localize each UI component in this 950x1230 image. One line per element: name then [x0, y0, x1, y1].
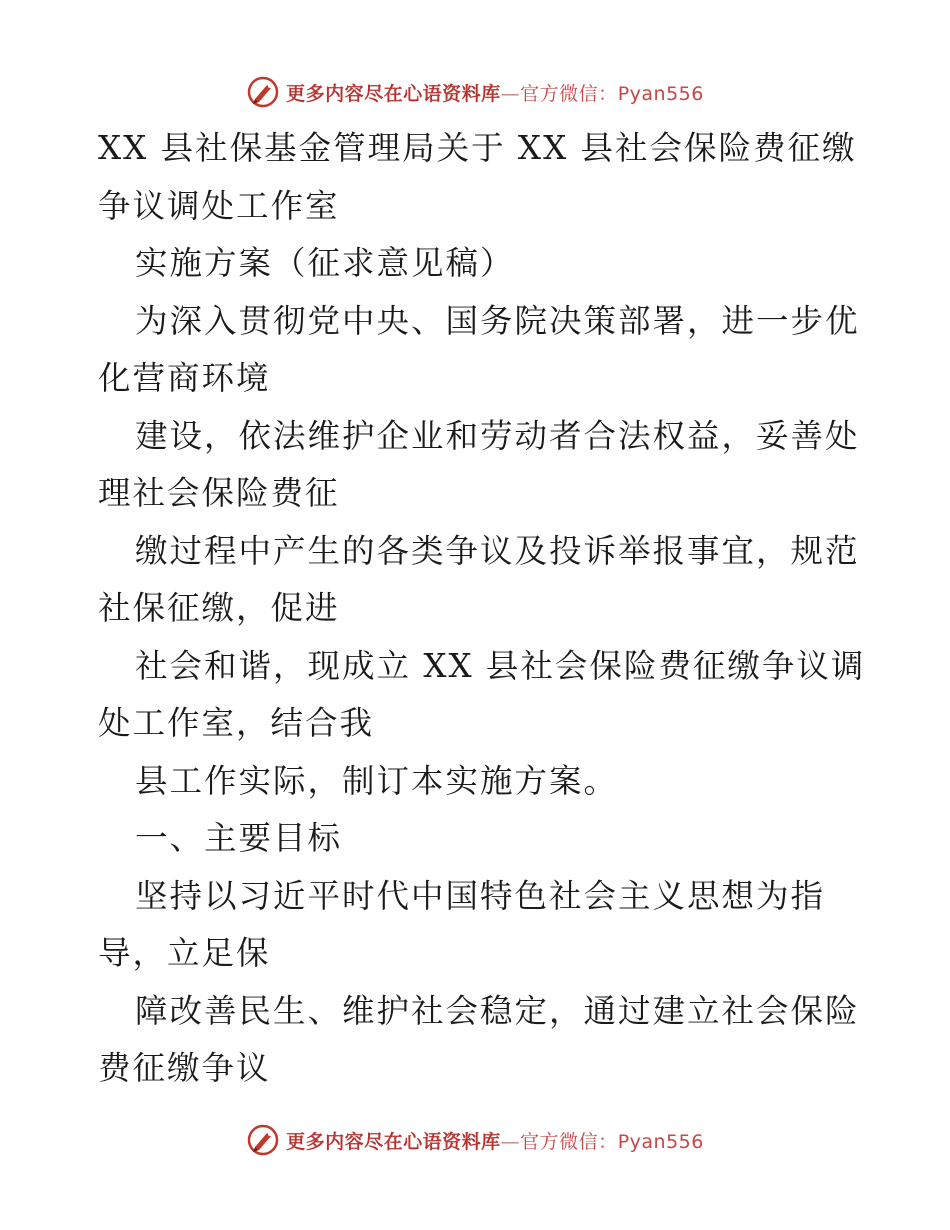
paragraph-line: 化营商环境	[98, 359, 271, 397]
footer-banner-slogan: 更多内容尽在心语资料库	[286, 1130, 501, 1153]
footer-banner-text	[286, 1127, 704, 1154]
header-banner-separator: —	[500, 82, 521, 105]
footer-banner-separator: —	[500, 1130, 521, 1153]
document-body	[98, 120, 866, 1098]
paragraph-line: 社保征缴，促进	[98, 589, 340, 627]
paragraph-line: 处工作室，结合我	[98, 704, 375, 742]
header-banner-text	[286, 79, 704, 106]
paragraph-line: 费征缴争议	[98, 1049, 271, 1087]
subtitle-line: 实施方案（征求意见稿）	[135, 244, 515, 282]
footer-banner	[0, 1120, 950, 1160]
paragraph-line: 缴过程中产生的各类争议及投诉举报事宜，规范	[135, 531, 860, 570]
pen-logo-icon	[246, 1123, 280, 1157]
paragraph-line: 障改善民生、维护社会稳定，通过建立社会保险	[135, 991, 860, 1030]
paragraph-line: 建设，依法维护企业和劳动者合法权益，妥善处	[135, 416, 860, 455]
section-heading: 一、主要目标	[135, 819, 343, 857]
footer-banner-wechat-id: Pyan556	[617, 1130, 704, 1153]
paragraph-line: 社会和谐，现成立 XX 县社会保险费征缴争议调	[135, 646, 866, 685]
paragraph-line: 为深入贯彻党中央、国务院决策部署，进一步优	[135, 301, 860, 340]
title-line: XX 县社保基金管理局关于 XX 县社会保险费征缴	[98, 129, 857, 167]
paragraph-line: 理社会保险费征	[98, 474, 340, 512]
paragraph-line: 坚持以习近平时代中国特色社会主义思想为指	[135, 876, 826, 915]
header-banner-wechat-id: Pyan556	[617, 82, 704, 105]
title-line: 争议调处工作室	[98, 186, 340, 225]
pen-logo-icon	[246, 75, 280, 109]
header-banner-slogan: 更多内容尽在心语资料库	[286, 82, 501, 105]
paragraph-line: 县工作实际，制订本实施方案。	[135, 761, 619, 800]
header-banner-wechat-label: 官方微信：	[520, 82, 618, 105]
footer-banner-wechat-label: 官方微信：	[520, 1130, 618, 1153]
header-banner	[0, 72, 950, 112]
paragraph-line: 导，立足保	[98, 934, 271, 972]
